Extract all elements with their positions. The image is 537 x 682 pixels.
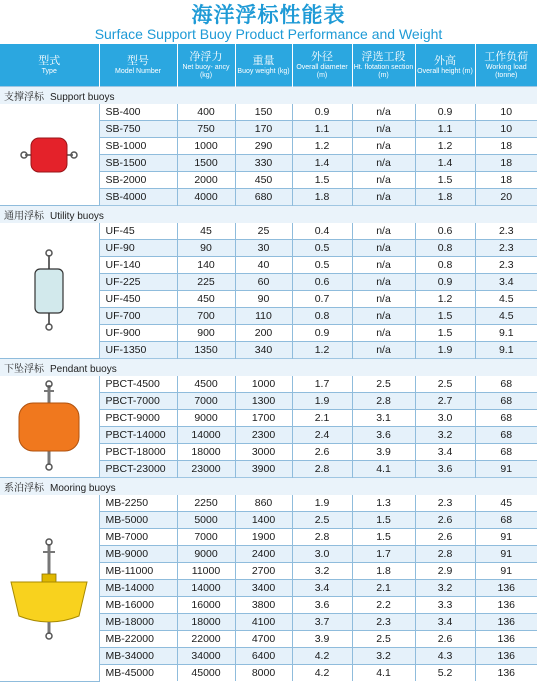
model-cell: UF-1350 — [99, 342, 177, 359]
model-cell: PBCT-7000 — [99, 393, 177, 410]
value-cell: n/a — [352, 138, 415, 155]
value-cell: 0.9 — [292, 104, 352, 121]
buoy-image-cell — [0, 223, 99, 359]
value-cell: n/a — [352, 291, 415, 308]
value-cell: n/a — [352, 172, 415, 189]
value-cell: 3.2 — [415, 427, 475, 444]
value-cell: 91 — [475, 529, 537, 546]
value-cell: 9000 — [177, 410, 235, 427]
model-cell: MB-9000 — [99, 546, 177, 563]
value-cell: 22000 — [177, 631, 235, 648]
value-cell: 0.8 — [415, 240, 475, 257]
value-cell: 3.9 — [352, 444, 415, 461]
value-cell: 18 — [475, 138, 537, 155]
value-cell: 3.2 — [415, 580, 475, 597]
model-cell: SB-2000 — [99, 172, 177, 189]
value-cell: 2400 — [235, 546, 292, 563]
value-cell: 2.8 — [292, 461, 352, 478]
model-cell: MB-2250 — [99, 495, 177, 512]
value-cell: n/a — [352, 121, 415, 138]
column-header-en: Overall diameter (m) — [293, 64, 352, 80]
model-cell: MB-14000 — [99, 580, 177, 597]
mooring-buoy-icon — [4, 533, 94, 643]
section-title — [0, 359, 537, 377]
section-title-en: Support buoys — [50, 92, 115, 103]
value-cell: 1.9 — [292, 495, 352, 512]
value-cell: 1.2 — [415, 138, 475, 155]
value-cell: 4100 — [235, 614, 292, 631]
section-header — [0, 478, 537, 496]
value-cell: 14000 — [177, 427, 235, 444]
value-cell: n/a — [352, 240, 415, 257]
value-cell: 1.8 — [352, 563, 415, 580]
value-cell: 1.5 — [415, 172, 475, 189]
section-title-zh: 系泊浮标 — [4, 483, 44, 494]
section-title-zh: 通用浮标 — [4, 211, 44, 222]
value-cell: 0.7 — [292, 291, 352, 308]
value-cell: 2.3 — [415, 495, 475, 512]
value-cell: 450 — [235, 172, 292, 189]
value-cell: 3400 — [235, 580, 292, 597]
value-cell: 2.2 — [352, 597, 415, 614]
value-cell: 700 — [177, 308, 235, 325]
value-cell: 68 — [475, 393, 537, 410]
value-cell: 0.9 — [415, 274, 475, 291]
column-header — [415, 44, 475, 87]
section-title-en: Pendant buoys — [50, 364, 117, 375]
value-cell: 2.5 — [415, 376, 475, 393]
value-cell: 1350 — [177, 342, 235, 359]
value-cell: n/a — [352, 257, 415, 274]
value-cell: 1000 — [177, 138, 235, 155]
value-cell: 2.3 — [352, 614, 415, 631]
value-cell: 0.8 — [292, 308, 352, 325]
section-header — [0, 87, 537, 105]
value-cell: 2.5 — [352, 376, 415, 393]
value-cell: 4500 — [177, 376, 235, 393]
value-cell: 0.9 — [292, 325, 352, 342]
value-cell: 3.2 — [292, 563, 352, 580]
column-header-zh: 重量 — [236, 54, 292, 68]
column-header-en: Ht. flotation section (m) — [353, 64, 415, 80]
table-body — [0, 87, 537, 682]
value-cell: 3800 — [235, 597, 292, 614]
page-subtitle: Surface Support Buoy Product Performance and Weight — [0, 26, 537, 42]
value-cell: n/a — [352, 342, 415, 359]
value-cell: 68 — [475, 410, 537, 427]
value-cell: 2.5 — [352, 631, 415, 648]
column-header-en: Net buoy- ancy (kg) — [178, 64, 235, 80]
column-header-en: Type — [0, 68, 99, 76]
value-cell: 0.5 — [292, 257, 352, 274]
section-title — [0, 87, 537, 105]
value-cell: 2.5 — [292, 512, 352, 529]
value-cell: 5000 — [177, 512, 235, 529]
model-cell: PBCT-18000 — [99, 444, 177, 461]
model-cell: PBCT-23000 — [99, 461, 177, 478]
value-cell: 90 — [177, 240, 235, 257]
column-header-en: Overall height (m) — [416, 68, 475, 76]
column-header — [352, 44, 415, 87]
buoy-image-cell — [0, 495, 99, 681]
model-cell: SB-400 — [99, 104, 177, 121]
performance-table — [0, 44, 537, 682]
value-cell: 3.4 — [292, 580, 352, 597]
value-cell: 90 — [235, 291, 292, 308]
value-cell: n/a — [352, 308, 415, 325]
value-cell: 3.4 — [475, 274, 537, 291]
value-cell: 136 — [475, 580, 537, 597]
value-cell: 4.5 — [475, 308, 537, 325]
value-cell: 1.7 — [292, 376, 352, 393]
section-title — [0, 478, 537, 496]
value-cell: 2.4 — [292, 427, 352, 444]
value-cell: 0.6 — [292, 274, 352, 291]
value-cell: 1.1 — [415, 121, 475, 138]
value-cell: 140 — [177, 257, 235, 274]
value-cell: 3.0 — [415, 410, 475, 427]
value-cell: 225 — [177, 274, 235, 291]
value-cell: 1500 — [177, 155, 235, 172]
column-header-en: Buoy weight (kg) — [236, 68, 292, 76]
value-cell: 2.6 — [415, 631, 475, 648]
value-cell: 4700 — [235, 631, 292, 648]
column-header — [0, 44, 99, 87]
value-cell: 2700 — [235, 563, 292, 580]
value-cell: n/a — [352, 155, 415, 172]
column-header-zh: 浮选工段 — [353, 50, 415, 64]
value-cell: 1.5 — [415, 308, 475, 325]
value-cell: 2.8 — [292, 529, 352, 546]
value-cell: 91 — [475, 546, 537, 563]
value-cell: 10 — [475, 121, 537, 138]
value-cell: 18 — [475, 155, 537, 172]
value-cell: 1.4 — [415, 155, 475, 172]
value-cell: 2.9 — [415, 563, 475, 580]
section-header — [0, 206, 537, 224]
value-cell: 68 — [475, 444, 537, 461]
value-cell: 400 — [177, 104, 235, 121]
column-header — [177, 44, 235, 87]
column-header-zh: 工作负荷 — [476, 50, 537, 64]
model-cell: SB-4000 — [99, 189, 177, 206]
value-cell: 2.3 — [475, 240, 537, 257]
value-cell: 4.2 — [292, 665, 352, 682]
value-cell: 2.8 — [415, 546, 475, 563]
buoy-image-cell — [0, 104, 99, 206]
model-cell: UF-700 — [99, 308, 177, 325]
column-header-zh: 型号 — [100, 54, 177, 68]
value-cell: 3.2 — [352, 648, 415, 665]
value-cell: 1900 — [235, 529, 292, 546]
value-cell: 1.2 — [415, 291, 475, 308]
value-cell: 8000 — [235, 665, 292, 682]
value-cell: 0.6 — [415, 223, 475, 240]
table-row — [0, 104, 537, 121]
value-cell: 2.8 — [352, 393, 415, 410]
value-cell: 340 — [235, 342, 292, 359]
model-cell: SB-750 — [99, 121, 177, 138]
value-cell: 2.3 — [475, 223, 537, 240]
value-cell: 136 — [475, 665, 537, 682]
value-cell: n/a — [352, 104, 415, 121]
model-cell: MB-18000 — [99, 614, 177, 631]
column-header-zh: 型式 — [0, 54, 99, 68]
value-cell: 1.9 — [292, 393, 352, 410]
value-cell: 45 — [177, 223, 235, 240]
value-cell: 18 — [475, 172, 537, 189]
model-cell: PBCT-4500 — [99, 376, 177, 393]
model-cell: UF-450 — [99, 291, 177, 308]
column-header-zh: 净浮力 — [178, 50, 235, 64]
value-cell: 1.5 — [292, 172, 352, 189]
value-cell: 0.5 — [292, 240, 352, 257]
value-cell: 136 — [475, 614, 537, 631]
value-cell: 290 — [235, 138, 292, 155]
model-cell: MB-11000 — [99, 563, 177, 580]
model-cell: MB-34000 — [99, 648, 177, 665]
buoy-image-cell — [0, 376, 99, 478]
value-cell: 2.7 — [415, 393, 475, 410]
value-cell: 2.6 — [292, 444, 352, 461]
value-cell: 6400 — [235, 648, 292, 665]
value-cell: 68 — [475, 512, 537, 529]
value-cell: 2.3 — [475, 257, 537, 274]
table-header — [0, 44, 537, 87]
section-title — [0, 206, 537, 224]
value-cell: 4.1 — [352, 665, 415, 682]
value-cell: 3.1 — [352, 410, 415, 427]
value-cell: 3.6 — [292, 597, 352, 614]
value-cell: 4.1 — [352, 461, 415, 478]
value-cell: 11000 — [177, 563, 235, 580]
column-header — [292, 44, 352, 87]
value-cell: 25 — [235, 223, 292, 240]
table-row — [0, 223, 537, 240]
value-cell: 330 — [235, 155, 292, 172]
value-cell: n/a — [352, 223, 415, 240]
value-cell: 30 — [235, 240, 292, 257]
value-cell: 3.6 — [415, 461, 475, 478]
section-title-en: Utility buoys — [50, 211, 104, 222]
support-buoy-icon — [4, 107, 94, 203]
column-header — [99, 44, 177, 87]
value-cell: n/a — [352, 274, 415, 291]
value-cell: 34000 — [177, 648, 235, 665]
value-cell: 136 — [475, 631, 537, 648]
value-cell: 2.1 — [352, 580, 415, 597]
column-header-en: Working load (tonne) — [476, 64, 537, 80]
utility-buoy-icon — [4, 236, 94, 346]
value-cell: 23000 — [177, 461, 235, 478]
model-cell: SB-1000 — [99, 138, 177, 155]
value-cell: 2300 — [235, 427, 292, 444]
value-cell: 68 — [475, 376, 537, 393]
value-cell: n/a — [352, 189, 415, 206]
value-cell: 3.3 — [415, 597, 475, 614]
value-cell: 860 — [235, 495, 292, 512]
value-cell: 9000 — [177, 546, 235, 563]
value-cell: 1.5 — [352, 512, 415, 529]
value-cell: 1.7 — [352, 546, 415, 563]
value-cell: 1400 — [235, 512, 292, 529]
value-cell: 680 — [235, 189, 292, 206]
value-cell: 1000 — [235, 376, 292, 393]
value-cell: 750 — [177, 121, 235, 138]
section-title-en: Mooring buoys — [50, 483, 116, 494]
value-cell: 2250 — [177, 495, 235, 512]
value-cell: 1.4 — [292, 155, 352, 172]
value-cell: 7000 — [177, 393, 235, 410]
column-header — [475, 44, 537, 87]
value-cell: 1.2 — [292, 342, 352, 359]
value-cell: 3.4 — [415, 614, 475, 631]
value-cell: 2.1 — [292, 410, 352, 427]
model-cell: MB-45000 — [99, 665, 177, 682]
value-cell: 0.9 — [415, 104, 475, 121]
value-cell: 1.5 — [352, 529, 415, 546]
value-cell: 136 — [475, 648, 537, 665]
value-cell: 18000 — [177, 614, 235, 631]
value-cell: 450 — [177, 291, 235, 308]
value-cell: 3.0 — [292, 546, 352, 563]
model-cell: MB-16000 — [99, 597, 177, 614]
value-cell: 0.8 — [415, 257, 475, 274]
value-cell: 3.4 — [415, 444, 475, 461]
value-cell: 0.4 — [292, 223, 352, 240]
value-cell: 4000 — [177, 189, 235, 206]
value-cell: 136 — [475, 597, 537, 614]
value-cell: 20 — [475, 189, 537, 206]
model-cell: PBCT-14000 — [99, 427, 177, 444]
section-title-zh: 支撑浮标 — [4, 92, 44, 103]
table-row — [0, 376, 537, 393]
page-title: 海洋浮标性能表 — [0, 2, 537, 28]
value-cell: 4.3 — [415, 648, 475, 665]
value-cell: 3000 — [235, 444, 292, 461]
value-cell: 200 — [235, 325, 292, 342]
value-cell: 14000 — [177, 580, 235, 597]
value-cell: 16000 — [177, 597, 235, 614]
value-cell: 2000 — [177, 172, 235, 189]
value-cell: 9.1 — [475, 325, 537, 342]
value-cell: 110 — [235, 308, 292, 325]
value-cell: 7000 — [177, 529, 235, 546]
column-header-zh: 外高 — [416, 54, 475, 68]
value-cell: 3.7 — [292, 614, 352, 631]
model-cell: SB-1500 — [99, 155, 177, 172]
value-cell: 4.5 — [475, 291, 537, 308]
value-cell: 4.2 — [292, 648, 352, 665]
value-cell: 2.6 — [415, 512, 475, 529]
value-cell: 68 — [475, 427, 537, 444]
column-header-en: Model Number — [100, 68, 177, 76]
section-header — [0, 359, 537, 377]
model-cell: UF-90 — [99, 240, 177, 257]
value-cell: 45 — [475, 495, 537, 512]
value-cell: 1.8 — [292, 189, 352, 206]
model-cell: MB-22000 — [99, 631, 177, 648]
value-cell: 1.5 — [415, 325, 475, 342]
value-cell: 5.2 — [415, 665, 475, 682]
value-cell: 18000 — [177, 444, 235, 461]
model-cell: MB-5000 — [99, 512, 177, 529]
value-cell: 900 — [177, 325, 235, 342]
value-cell: 3900 — [235, 461, 292, 478]
value-cell: 1.1 — [292, 121, 352, 138]
value-cell: 1700 — [235, 410, 292, 427]
value-cell: 3.6 — [352, 427, 415, 444]
model-cell: PBCT-9000 — [99, 410, 177, 427]
model-cell: UF-900 — [99, 325, 177, 342]
value-cell: 170 — [235, 121, 292, 138]
model-cell: MB-7000 — [99, 529, 177, 546]
value-cell: 1.8 — [415, 189, 475, 206]
value-cell: n/a — [352, 325, 415, 342]
value-cell: 1.2 — [292, 138, 352, 155]
value-cell: 2.6 — [415, 529, 475, 546]
column-header-zh: 外径 — [293, 50, 352, 64]
model-cell: UF-45 — [99, 223, 177, 240]
value-cell: 1300 — [235, 393, 292, 410]
value-cell: 9.1 — [475, 342, 537, 359]
value-cell: 60 — [235, 274, 292, 291]
value-cell: 150 — [235, 104, 292, 121]
value-cell: 3.9 — [292, 631, 352, 648]
model-cell: UF-225 — [99, 274, 177, 291]
value-cell: 40 — [235, 257, 292, 274]
table-row — [0, 495, 537, 512]
value-cell: 10 — [475, 104, 537, 121]
value-cell: 91 — [475, 461, 537, 478]
value-cell: 45000 — [177, 665, 235, 682]
pendant-buoy-icon — [4, 379, 94, 475]
value-cell: 1.3 — [352, 495, 415, 512]
section-title-zh: 下坠浮标 — [4, 364, 44, 375]
value-cell: 1.9 — [415, 342, 475, 359]
model-cell: UF-140 — [99, 257, 177, 274]
column-header — [235, 44, 292, 87]
value-cell: 91 — [475, 563, 537, 580]
